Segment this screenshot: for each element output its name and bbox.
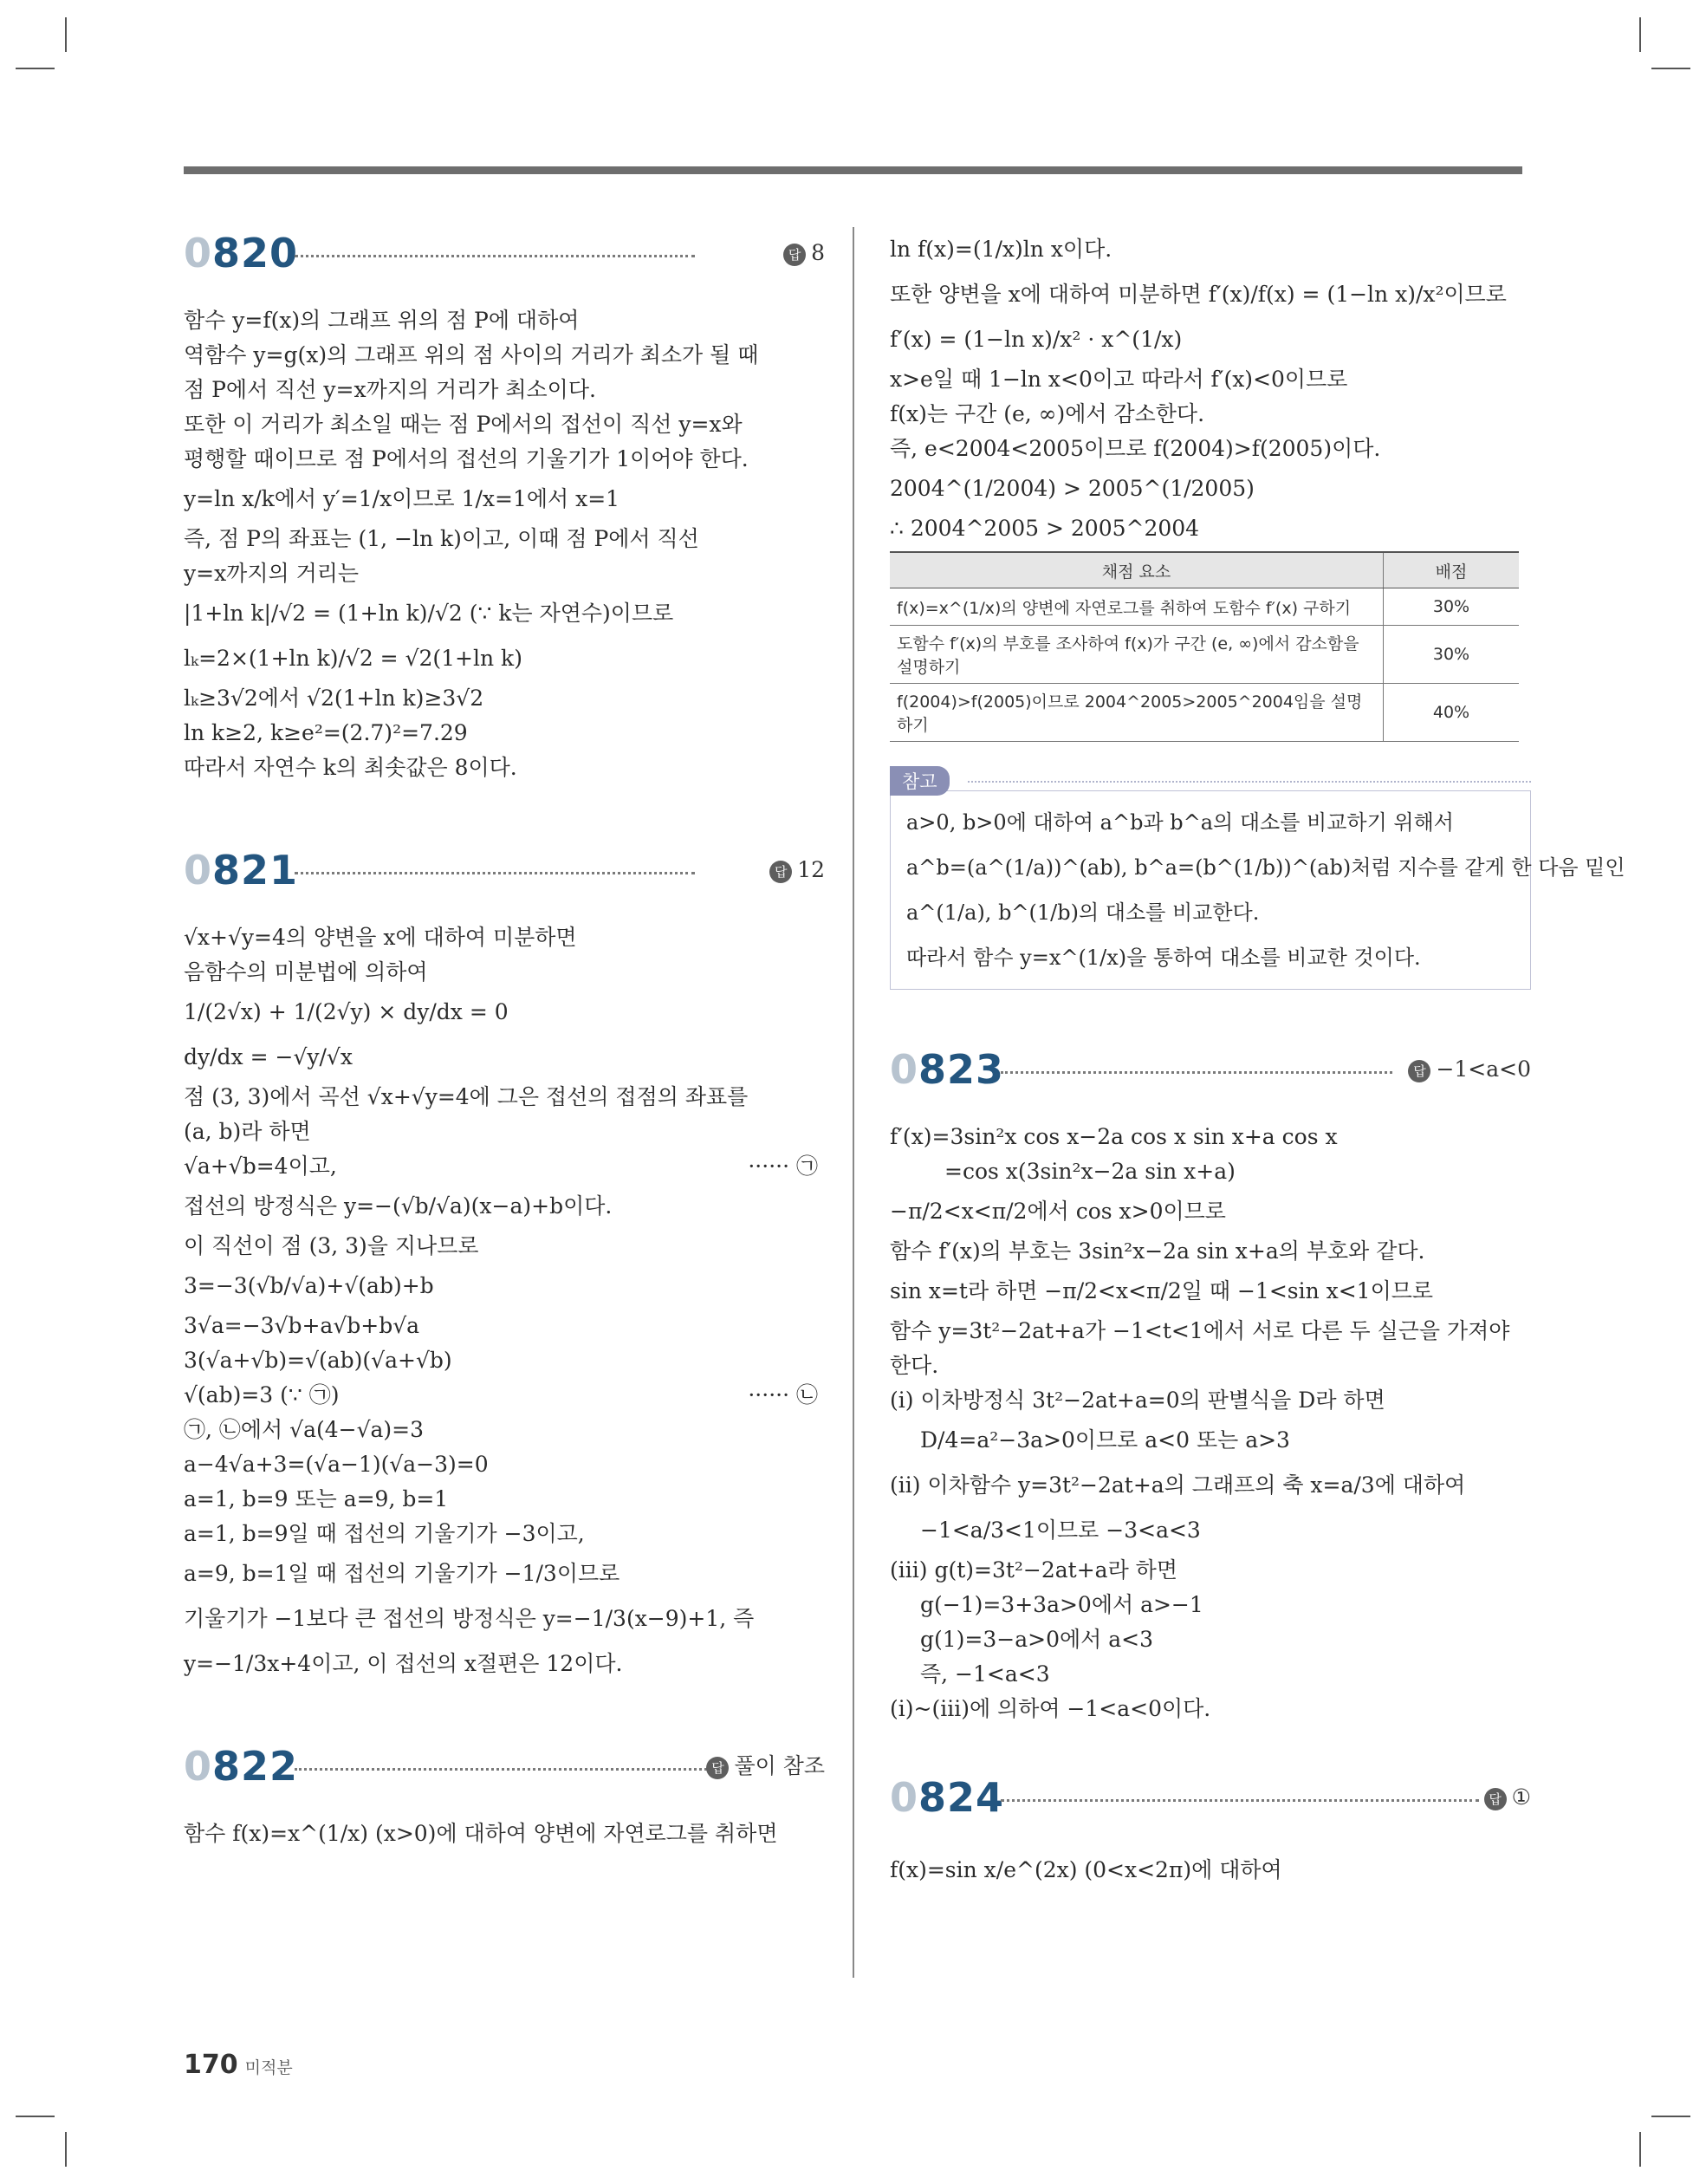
solution-line: 즉, −1<a<3 — [920, 1661, 1050, 1687]
problem-header — [890, 1043, 1531, 1095]
solution-line: −1<a/3<1이므로 −3<a<3 — [920, 1518, 1201, 1543]
solution-line: 또한 이 거리가 최소일 때는 점 P에서의 접선이 직선 y=x와 — [184, 412, 743, 437]
solution-line: 음함수의 미분법에 의하여 — [184, 959, 428, 985]
problem-0822 — [184, 1740, 825, 1851]
solution-line: ln f(x)=(1/x)ln x이다. — [890, 237, 1112, 262]
dotted-leader — [295, 255, 695, 257]
dotted-leader — [1001, 1071, 1392, 1074]
crop-mark — [65, 17, 67, 52]
problem-header — [184, 1740, 825, 1792]
solution-line: 평행할 때이므로 점 P에서의 접선의 기울기가 1이어야 한다. — [184, 446, 749, 471]
solution-line: 접선의 방정식은 y=−(√b/√a)(x−a)+b이다. — [184, 1193, 613, 1219]
problem-0821 — [184, 844, 825, 1687]
solution-line: dy/dx = −√y/√x — [184, 1044, 353, 1069]
answer-icon: 답 — [706, 1757, 729, 1779]
solution-line: −π/2<x<π/2에서 cos x>0이므로 — [890, 1199, 1226, 1224]
header-rule — [184, 166, 1522, 174]
solution-line: √(ab)=3 (∵ ㉠) ······ ㉡ — [184, 1378, 825, 1413]
solution-line: ln k≥2, k≥e²=(2.7)²=7.29 — [184, 720, 468, 745]
problem-number: 0823 — [890, 1046, 1005, 1093]
problem-number: 0820 — [184, 230, 299, 276]
solution-line: 이 직선이 점 (3, 3)을 지나므로 — [184, 1233, 479, 1258]
solution-line: 또한 양변을 x에 대하여 미분하면 f′(x)/f(x) = (1−ln x)/x²이므로 — [890, 282, 1507, 307]
spacer — [890, 1726, 1531, 1771]
problem-0822-continued — [890, 227, 1625, 990]
solution-line: a=9, b=1일 때 접선의 기울기가 −1/3이므로 — [184, 1561, 620, 1586]
page-footer — [184, 2050, 293, 2080]
solution-line: (ⅰ) 이차방정식 3t²−2at+a=0의 판별식을 D라 하면 — [890, 1388, 1385, 1413]
solution-line: D/4=a²−3a>0이므로 a<0 또는 a>3 — [920, 1427, 1290, 1453]
solution-line: f′(x) = (1−ln x)/x² · x^(1/x) — [890, 327, 1183, 352]
crop-mark — [1639, 17, 1641, 52]
table-row — [890, 588, 1519, 626]
reference-box — [890, 790, 1625, 990]
solution-line: g(−1)=3+3a>0에서 a>−1 — [920, 1592, 1203, 1617]
table-cell: f(2004)>f(2005)이므로 2004^2005>2005^2004임을 설명하기 — [890, 684, 1384, 742]
solution-line: 즉, 점 P의 좌표는 (1, −ln k)이고, 이때 점 P에서 직선 — [184, 526, 699, 551]
answer-icon: 답 — [1484, 1788, 1507, 1810]
table-cell: 도함수 f′(x)의 부호를 조사하여 f(x)가 구간 (e, ∞)에서 감소함을 설명하기 — [890, 626, 1384, 684]
answer-icon: 답 — [769, 861, 792, 883]
solution-line: 점 (3, 3)에서 곡선 √x+√y=4에 그은 접선의 접점의 좌표를 — [184, 1084, 749, 1109]
solution-line: 함수 y=3t²−2at+a가 −1<t<1에서 서로 다른 두 실근을 가져야 — [890, 1318, 1510, 1343]
dotted-leader — [1001, 1799, 1479, 1802]
answer-label: 답 −1<a<0 — [1408, 1052, 1531, 1087]
crop-mark — [1639, 2132, 1641, 2167]
table-cell: 30% — [1384, 626, 1520, 684]
note-line: a^(1/a), b^(1/b)의 대소를 비교한다. — [906, 900, 1260, 925]
crop-mark — [1651, 68, 1690, 69]
crop-mark — [65, 2132, 67, 2167]
dotted-leader — [295, 1768, 712, 1771]
table-cell: 30% — [1384, 588, 1520, 626]
problem-number: 0821 — [184, 847, 299, 894]
solution-line: 즉, e<2004<2005이므로 f(2004)>f(2005)이다. — [890, 436, 1381, 461]
problem-0823 — [890, 1043, 1531, 1726]
problem-number: 0824 — [890, 1774, 1005, 1821]
solution-line: f(x)는 구간 (e, ∞)에서 감소한다. — [890, 401, 1205, 426]
solution-line: y=−1/3x+4이고, 이 접선의 x절편은 12이다. — [184, 1651, 623, 1676]
problem-number: 0822 — [184, 1743, 299, 1790]
answer-icon: 답 — [1408, 1060, 1430, 1082]
solution-line: a=1, b=9일 때 접선의 기울기가 −3이고, — [184, 1521, 585, 1546]
equation-marker: ······ ㉠ — [748, 1154, 818, 1179]
solution-line: y=ln x/k에서 y′=1/x이므로 1/x=1에서 x=1 — [184, 486, 620, 511]
note-line: a>0, b>0에 대하여 a^b과 b^a의 대소를 비교하기 위해서 — [906, 810, 1454, 835]
solution-line: ∴ 2004^2005 > 2005^2004 — [890, 516, 1200, 541]
solution-line: 3√a=−3√b+a√b+b√a — [184, 1313, 420, 1338]
solution-line: 함수 f′(x)의 부호는 3sin²x−2a sin x+a의 부호와 같다. — [890, 1238, 1425, 1264]
solution-line: 한다. — [890, 1353, 939, 1378]
crop-mark — [16, 68, 55, 69]
table-row — [890, 626, 1519, 684]
answer-label: 답 8 — [783, 236, 825, 270]
table-header: 배점 — [1384, 552, 1520, 588]
solution-line: (ⅲ) g(t)=3t²−2at+a라 하면 — [890, 1557, 1177, 1583]
note-line: a^b=(a^(1/a))^(ab), b^a=(b^(1/b))^(ab)처럼 지수를 같게 한 다음 밑인 — [906, 855, 1625, 880]
spacer — [184, 785, 825, 844]
answer-label: 답 12 — [769, 853, 825, 887]
spacer — [890, 990, 1531, 1043]
solution-line: (ⅱ) 이차함수 y=3t²−2at+a의 그래프의 축 x=a/3에 대하여 — [890, 1472, 1466, 1498]
solution-line: √x+√y=4의 양변을 x에 대하여 미분하면 — [184, 925, 577, 950]
scoring-table — [890, 551, 1519, 742]
left-column — [184, 227, 825, 1851]
solution-line: (ⅰ)~(ⅲ)에 의하여 −1<a<0이다. — [890, 1696, 1211, 1721]
reference-note — [890, 766, 1625, 990]
solution-line: 점 P에서 직선 y=x까지의 거리가 최소이다. — [184, 377, 596, 402]
table-header: 채점 요소 — [890, 552, 1384, 588]
table-header-row — [890, 552, 1519, 588]
problem-0820 — [184, 227, 825, 785]
solution-line: a−4√a+3=(√a−1)(√a−3)=0 — [184, 1452, 489, 1477]
solution-line: 2004^(1/2004) > 2005^(1/2005) — [890, 476, 1255, 501]
column-divider — [853, 227, 854, 1978]
solution-line: (a, b)라 하면 — [184, 1119, 311, 1144]
solution-line: 기울기가 −1보다 큰 접선의 방정식은 y=−1/3(x−9)+1, 즉 — [184, 1606, 755, 1631]
solution-line: 1/(2√x) + 1/(2√y) × dy/dx = 0 — [184, 999, 509, 1024]
crop-mark — [16, 2116, 55, 2117]
solution-line: a=1, b=9 또는 a=9, b=1 — [184, 1486, 449, 1511]
solution-line: lₖ=2×(1+ln k)/√2 = √2(1+ln k) — [184, 646, 522, 671]
solution-line: f′(x)=3sin²x cos x−2a cos x sin x+a cos x — [890, 1124, 1338, 1149]
solution-line: 역함수 y=g(x)의 그래프 위의 점 사이의 거리가 최소가 될 때 — [184, 342, 759, 367]
note-line: 따라서 함수 y=x^(1/x)을 통하여 대소를 비교한 것이다. — [906, 946, 1421, 970]
answer-label: 답 풀이 참조 — [706, 1749, 825, 1784]
table-row — [890, 684, 1519, 742]
solution-line: 3=−3(√b/√a)+√(ab)+b — [184, 1273, 434, 1298]
subject-label: 미적분 — [244, 2058, 293, 2077]
answer-icon: 답 — [783, 244, 806, 266]
solution-line: 함수 y=f(x)의 그래프 위의 점 P에 대하여 — [184, 308, 580, 333]
solution-line: 함수 f(x)=x^(1/x) (x>0)에 대하여 양변에 자연로그를 취하면 — [184, 1821, 778, 1846]
solution-line: =cos x(3sin²x−2a sin x+a) — [944, 1159, 1236, 1184]
solution-line: |1+ln k|/√2 = (1+ln k)/√2 (∵ k는 자연수)이므로 — [184, 601, 674, 626]
solution-line: f(x)=sin x/e^(2x) (0<x<2π)에 대하여 — [890, 1857, 1282, 1882]
solution-line: lₖ≥3√2에서 √2(1+ln k)≥3√2 — [184, 686, 484, 711]
reference-dotted-line — [968, 781, 1531, 783]
page-number: 170 — [184, 2050, 238, 2080]
spacer — [184, 1687, 825, 1740]
reference-tag: 참고 — [890, 766, 950, 796]
table-cell: f(x)=x^(1/x)의 양변에 자연로그를 취하여 도함수 f′(x) 구하기 — [890, 588, 1384, 626]
solution-line: y=x까지의 거리는 — [184, 561, 360, 586]
solution-line: 3(√a+√b)=√(ab)(√a+√b) — [184, 1348, 452, 1373]
right-column — [890, 227, 1625, 1893]
solution-line: 따라서 자연수 k의 최솟값은 8이다. — [184, 755, 517, 780]
answer-label: 답 ① — [1484, 1780, 1531, 1815]
solution-line: √a+√b=4이고, ······ ㉠ — [184, 1149, 825, 1184]
solution-line: sin x=t라 하면 −π/2<x<π/2일 때 −1<sin x<1이므로 — [890, 1278, 1434, 1303]
solution-line: ㉠, ㉡에서 √a(4−√a)=3 — [184, 1417, 425, 1442]
dotted-leader — [295, 872, 695, 874]
crop-mark — [1651, 2116, 1690, 2117]
problem-header — [184, 227, 825, 279]
problem-0824 — [890, 1771, 1531, 1893]
equation-marker: ······ ㉡ — [748, 1382, 818, 1407]
solution-line: g(1)=3−a>0에서 a<3 — [920, 1627, 1153, 1652]
problem-header — [184, 844, 825, 896]
problem-header — [890, 1771, 1531, 1823]
table-cell: 40% — [1384, 684, 1520, 742]
solution-line: x>e일 때 1−ln x<0이고 따라서 f′(x)<0이므로 — [890, 367, 1348, 392]
